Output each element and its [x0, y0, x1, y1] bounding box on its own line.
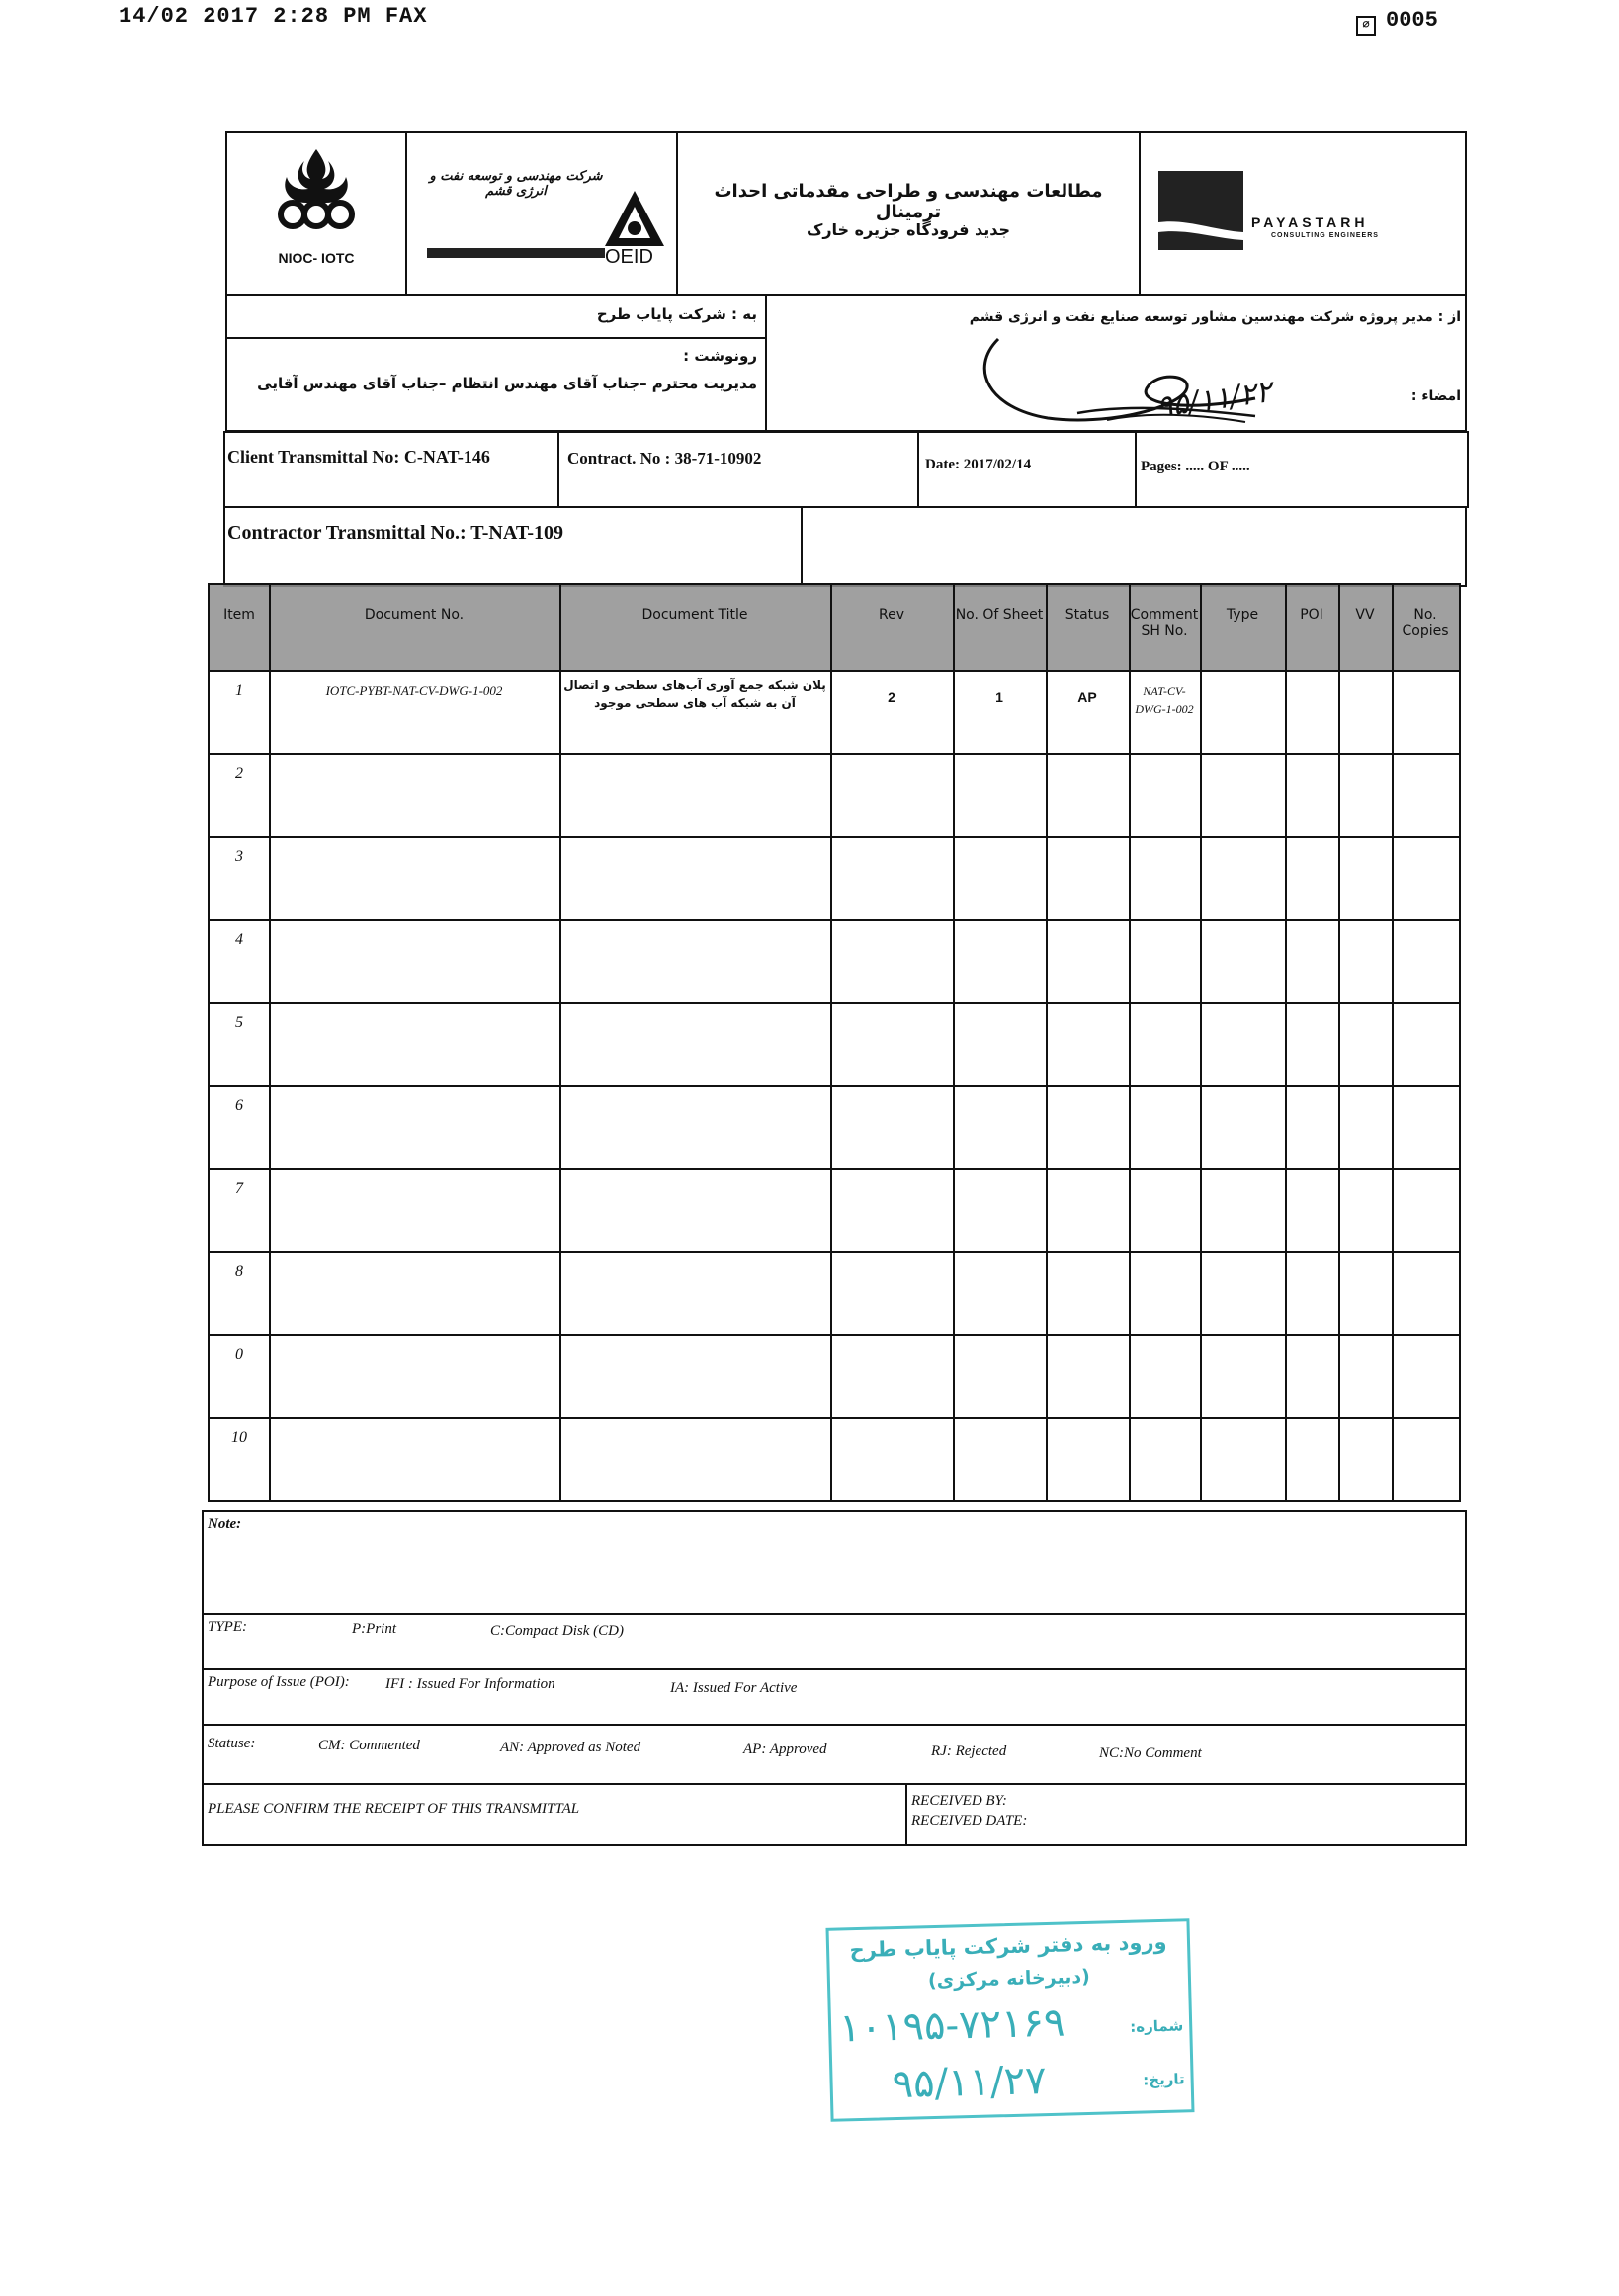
- client-transmittal-no: Client Transmittal No: C-NAT-146: [227, 447, 490, 467]
- table-row: [210, 1417, 1459, 1500]
- cc-text: مدیریت محترم –جناب آقای مهندس انتظام –جناب آقای مهندس آقایی: [257, 375, 757, 392]
- oeid-persian-name: شرکت مهندسی و توسعه نفت و انرژی قشم: [429, 169, 603, 199]
- type-print: P:Print: [352, 1621, 396, 1637]
- oeid-logo-cell: [407, 133, 676, 294]
- table-row: [210, 1002, 1459, 1085]
- poi-label: Purpose of Issue (POI):: [208, 1674, 350, 1690]
- to-field: به : شرکت پایاب طرح: [596, 305, 757, 323]
- table-header-poi: POI: [1300, 607, 1323, 623]
- address-block: [225, 294, 1467, 432]
- legend-block: [202, 1510, 1467, 1846]
- table-cell-item: 0: [235, 1346, 243, 1363]
- handwritten-date: ۹۵/۱۱/۲۲: [1154, 375, 1274, 425]
- nioc-logo-text: NIOC- IOTC: [278, 250, 355, 266]
- signature-scribble: [959, 309, 1354, 448]
- table-cell-item: 10: [231, 1429, 247, 1446]
- nioc-logo-cell: [227, 133, 405, 294]
- table-cell-item: 7: [235, 1180, 243, 1197]
- table-header-document-title: Document Title: [641, 607, 748, 623]
- table-cell-document-title: پلان شبکه جمع آوری آب‌های سطحی و اتصال آن به شبکه آب های سطحی موجود: [563, 678, 826, 710]
- contract-no: Contract. No : 38-71-10902: [567, 449, 762, 468]
- payastarh-logo-cell: [1141, 133, 1465, 294]
- table-cell-item: 1: [235, 682, 243, 699]
- table-header-item: Item: [223, 607, 255, 623]
- table-cell-status: AP: [1077, 689, 1097, 705]
- table-row: [210, 670, 1459, 753]
- table-header-vv: VV: [1355, 607, 1375, 623]
- poi-ifi: IFI : Issued For Information: [385, 1676, 555, 1692]
- receipt-stamp: [825, 1918, 1194, 2122]
- table-cell-rev: 2: [888, 689, 895, 705]
- transmittal-info-row: [223, 431, 1469, 508]
- table-row: [210, 1334, 1459, 1417]
- stamp-line1: ورود به دفتر شرکت پایاب طرح: [849, 1929, 1167, 1963]
- payastarh-subtitle: CONSULTING ENGINEERS: [1271, 232, 1379, 239]
- table-header-rev: Rev: [879, 607, 904, 623]
- table-row: [210, 1085, 1459, 1168]
- payastarh-name: PAYASTARH: [1251, 214, 1369, 230]
- contractor-transmittal-no: Contractor Transmittal No.: T-NAT-109: [227, 522, 563, 544]
- poi-ia: IA: Issued For Active: [670, 1680, 798, 1696]
- table-cell-no-of-sheet: 1: [995, 689, 1003, 705]
- fax-page-counter: [1356, 8, 1438, 36]
- project-title-line2: جدید فرودگاه جزیره خارک: [806, 220, 1011, 239]
- table-cell-item: 4: [235, 931, 243, 948]
- status-ap: AP: Approved: [743, 1742, 827, 1757]
- pages-field: Pages: ..... OF .....: [1141, 459, 1250, 474]
- cc-label: رونوشت :: [683, 347, 757, 365]
- status-nc: NC:No Comment: [1099, 1745, 1202, 1761]
- received-date: RECEIVED DATE:: [911, 1813, 1028, 1828]
- table-cell-document-no: IOTC-PYBT-NAT-CV-DWG-1-002: [325, 683, 503, 698]
- document-table: [208, 583, 1461, 1502]
- stamp-date-label: تاریخ:: [1143, 2070, 1185, 2089]
- table-header-type: Type: [1226, 607, 1259, 623]
- status-label: Statuse:: [208, 1736, 256, 1751]
- table-cell-item: 5: [235, 1014, 243, 1031]
- table-header-status: Status: [1065, 607, 1110, 623]
- nioc-flame-icon: [267, 145, 366, 234]
- type-cd: C:Compact Disk (CD): [490, 1623, 624, 1639]
- fax-page-icon: ∅: [1356, 16, 1376, 36]
- fax-page-number: 0005: [1386, 8, 1438, 33]
- table-cell-item: 6: [235, 1097, 243, 1114]
- status-an: AN: Approved as Noted: [500, 1740, 641, 1755]
- table-row: [210, 919, 1459, 1002]
- table-header-no-of-sheet: No. Of Sheet: [955, 607, 1044, 623]
- fax-header-left: 14/02 2017 2:28 PM FAX: [119, 4, 428, 29]
- oeid-triangle-icon: [603, 189, 666, 248]
- confirm-receipt-text: PLEASE CONFIRM THE RECEIPT OF THIS TRANSMITTAL: [208, 1801, 580, 1817]
- status-cm: CM: Commented: [318, 1738, 420, 1753]
- table-header-document-no: Document No.: [364, 607, 465, 623]
- table-row: [210, 1251, 1459, 1334]
- table-row: [210, 753, 1459, 836]
- stamp-number-label: شماره:: [1130, 2016, 1184, 2036]
- header-block: [225, 131, 1467, 296]
- payastarh-logo-icon: [1158, 171, 1243, 250]
- table-row: [210, 836, 1459, 919]
- received-by: RECEIVED BY:: [911, 1793, 1007, 1809]
- transmittal-date: Date: 2017/02/14: [925, 457, 1032, 472]
- table-header-comment-sh-no: Comment SH No.: [1130, 607, 1199, 638]
- contractor-transmittal-row: [223, 506, 1467, 587]
- table-cell-item: 8: [235, 1263, 243, 1280]
- project-title-line1: مطالعات مهندسی و طراحی مقدماتی احداث ترمینال: [714, 181, 1103, 222]
- oeid-black-bar: [427, 248, 605, 258]
- note-label: Note:: [208, 1516, 242, 1532]
- table-cell-item: 2: [235, 765, 243, 782]
- table-header-no-copies: No. Copies: [1402, 607, 1449, 638]
- table-cell-comment-sh-no: NAT-CV-DWG-1-002: [1135, 684, 1194, 716]
- table-header-row: [210, 585, 1459, 670]
- project-title-cell: [678, 133, 1139, 294]
- stamp-line2: (دبیرخانه مرکزی): [927, 1965, 1091, 1993]
- oeid-logo-text: OEID: [605, 246, 653, 268]
- type-label: TYPE:: [208, 1619, 248, 1635]
- stamp-number: ۱۰۱۹۵-۷۲۱۶۹: [838, 1999, 1066, 2052]
- from-field: از : مدیر پروژه شرکت مهندسین مشاور توسعه صنایع نفت و انرژی قشم: [969, 309, 1461, 325]
- table-row: [210, 1168, 1459, 1251]
- signature-label: امضاء :: [1410, 388, 1461, 404]
- table-cell-item: 3: [235, 848, 243, 865]
- status-rj: RJ: Rejected: [931, 1743, 1007, 1759]
- stamp-date: ۹۵/۱۱/۲۷: [892, 2058, 1048, 2108]
